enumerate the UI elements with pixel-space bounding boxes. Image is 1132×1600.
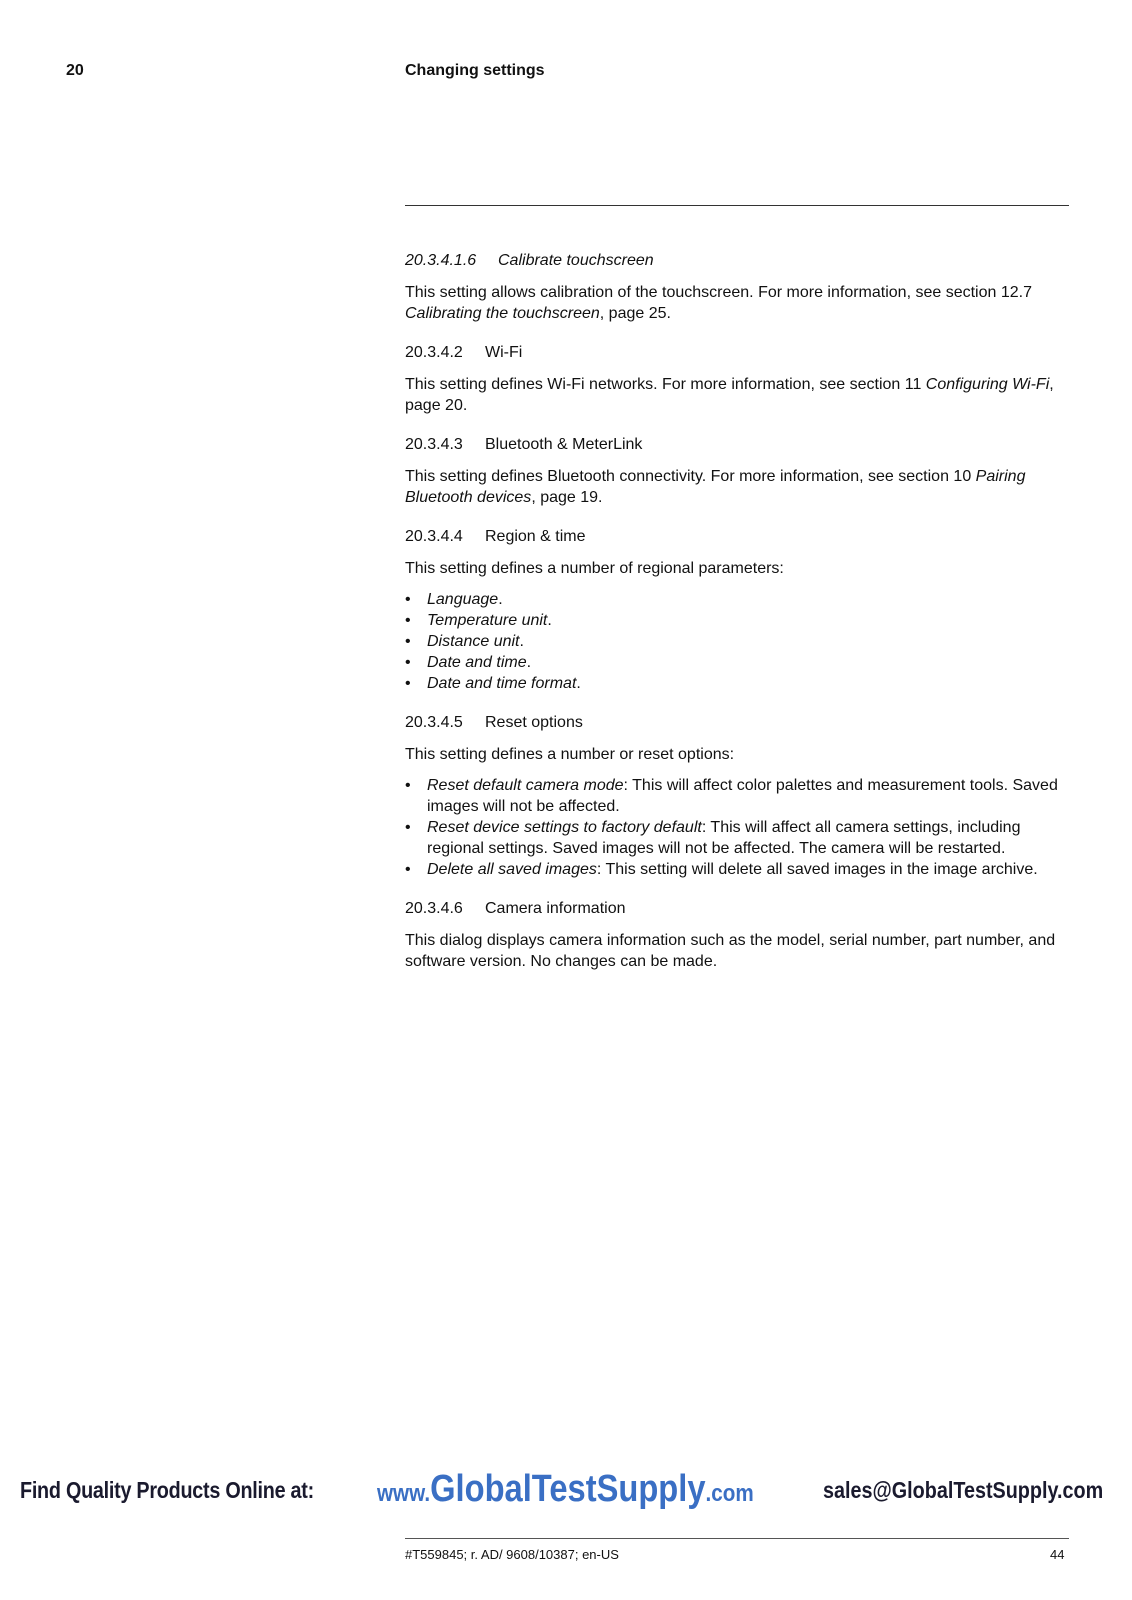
list-item-term: Delete all saved images bbox=[427, 861, 597, 878]
section-number: 20.3.4.3 bbox=[405, 436, 463, 453]
main-content bbox=[405, 250, 1075, 990]
list-item: • Date and time. bbox=[405, 654, 532, 671]
site-www: www. bbox=[377, 1480, 431, 1507]
section-heading bbox=[405, 898, 1075, 919]
section-heading bbox=[405, 712, 1075, 733]
list-item-text: : This will affect color palettes and measurement tools. Saved images will not be affected. bbox=[427, 777, 1058, 815]
list-item: • Temperature unit. bbox=[405, 612, 552, 629]
list-item-term: Reset device settings to factory default bbox=[427, 819, 702, 836]
site-brand: GlobalTestSupply bbox=[430, 1468, 706, 1510]
section-title: Camera information bbox=[485, 900, 626, 917]
section-title: Calibrate touchscreen bbox=[498, 252, 654, 269]
section-title: Wi-Fi bbox=[485, 344, 523, 361]
body-text: , page 20. bbox=[405, 376, 1054, 414]
list-item: • Distance unit. bbox=[405, 633, 524, 650]
body-text: , page 25. bbox=[599, 305, 671, 322]
page-number: 44 bbox=[1050, 1547, 1065, 1562]
footer-advertisement bbox=[0, 1468, 1132, 1518]
document-id: #T559845; r. AD/ 9608/10387; en-US bbox=[405, 1547, 619, 1562]
list-item-text: : This will affect all camera settings, including regional settings. Saved images will not be affected. The camera will be restarted. bbox=[427, 819, 1021, 857]
reset-options-list bbox=[405, 775, 1075, 880]
header-rule bbox=[405, 205, 1069, 206]
section-body bbox=[405, 466, 1075, 508]
list-item-text: Distance unit bbox=[427, 633, 520, 650]
section-body bbox=[405, 374, 1075, 416]
cross-reference-link[interactable]: Pairing Bluetooth devices bbox=[405, 468, 1026, 506]
list-item-text: Language bbox=[427, 591, 499, 608]
section-heading bbox=[405, 434, 1075, 455]
section-heading bbox=[405, 526, 1075, 547]
regional-parameters-list bbox=[405, 589, 1075, 694]
list-item: • Date and time format. bbox=[405, 675, 581, 692]
list-item: • Reset default camera mode: This will affect color palettes and measurement tools. Saved images will not be affected. bbox=[405, 777, 1058, 815]
section-title: Bluetooth & MeterLink bbox=[485, 436, 643, 453]
chapter-title: Changing settings bbox=[405, 62, 545, 79]
chapter-number: 20 bbox=[66, 62, 84, 79]
section-title: Reset options bbox=[485, 714, 583, 731]
find-products-label: Find Quality Products Online at: bbox=[20, 1477, 314, 1503]
list-item-text: Date and time bbox=[427, 654, 527, 671]
section-number: 20.3.4.2 bbox=[405, 344, 463, 361]
section-intro: This setting defines a number of regional parameters: bbox=[405, 560, 784, 577]
list-item: • Reset device settings to factory default: This will affect all camera settings, including regional settings. Saved images will not be affected. The camera will be restarted. bbox=[405, 819, 1021, 857]
section-number: 20.3.4.1.6 bbox=[405, 252, 477, 269]
section-heading bbox=[405, 342, 1075, 363]
list-item-term: Reset default camera mode bbox=[427, 777, 624, 794]
footer-rule bbox=[405, 1538, 1069, 1539]
list-item-text: Date and time format bbox=[427, 675, 577, 692]
section-number: 20.3.4.6 bbox=[405, 900, 463, 917]
list-item-text: Temperature unit bbox=[427, 612, 548, 629]
website-link[interactable] bbox=[377, 1468, 754, 1511]
section-body: This dialog displays camera information such as the model, serial number, part number, and software version. No changes can be made. bbox=[405, 932, 1056, 970]
body-text: This setting defines Bluetooth connectivity. For more information, see section 10 bbox=[405, 468, 976, 485]
section-body bbox=[405, 282, 1075, 324]
section-number: 20.3.4.4 bbox=[405, 528, 463, 545]
list-item: • Language. bbox=[405, 591, 503, 608]
cross-reference-link[interactable]: Configuring Wi-Fi bbox=[925, 376, 1050, 393]
body-text: This setting defines Wi-Fi networks. For more information, see section 11 bbox=[405, 376, 926, 393]
list-item: • Delete all saved images: This setting will delete all saved images in the image archive. bbox=[405, 861, 1038, 878]
sales-email-link[interactable]: sales@GlobalTestSupply.com bbox=[823, 1477, 1104, 1503]
section-intro: This setting defines a number or reset options: bbox=[405, 746, 735, 763]
body-text: , page 19. bbox=[531, 489, 603, 506]
section-heading bbox=[405, 250, 1075, 271]
section-title: Region & time bbox=[485, 528, 586, 545]
section-number: 20.3.4.5 bbox=[405, 714, 463, 731]
body-text: This setting allows calibration of the touchscreen. For more information, see section 12.7 bbox=[405, 284, 1032, 301]
site-com: .com bbox=[705, 1480, 754, 1507]
list-item-text: : This setting will delete all saved images in the image archive. bbox=[596, 861, 1038, 878]
cross-reference-link[interactable]: Calibrating the touchscreen bbox=[405, 305, 600, 322]
